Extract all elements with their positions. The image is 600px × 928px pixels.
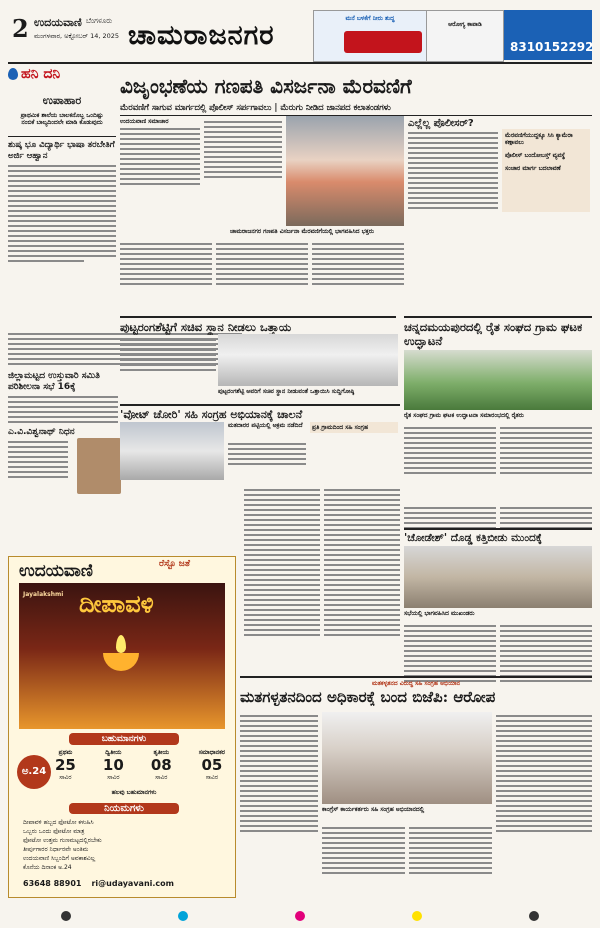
reg-mark-icon xyxy=(412,911,422,921)
date-line: ಮಂಗಳವಾರ, ಅಕ್ಟೋಬರ್ 14, 2025 xyxy=(34,32,120,40)
chenna-headline: ಚನ್ನದಮಯಪುರದಲ್ಲಿ ರೈತ ಸಂಘದ ಗ್ರಾಮ ಘಟಕ ಉದ್ಘಾಟನೆ xyxy=(404,316,592,348)
lead-photo-caption: ಚಾಮರಾಜನಗರ ಗಣಪತಿ ವಿಸರ್ಜನಾ ಮೆರವಣಿಗೆಯಲ್ಲಿ ಭಾಗವಹಿಸಿದ ಭಕ್ತರು xyxy=(230,228,374,235)
ad-rules-title: ನಿಯಮಗಳು xyxy=(69,803,179,814)
bottom-photo xyxy=(322,712,492,804)
bullets-box xyxy=(502,129,590,212)
ad-email[interactable]: ri@udayavani.com xyxy=(91,879,174,888)
story1-headline: ಶುಷ್ಕ ಭೂ ವಿದ್ಯಾರ್ಥಿ ಭಾಷಾ ತರಬೇತಿಗೆ ಅರ್ಜಿ ಆಹ್ವಾನ xyxy=(8,136,116,162)
prize-1-unit: ಸಾವಿರ xyxy=(59,774,72,781)
prize-4 xyxy=(199,749,225,781)
rule-6: ಕೊನೆಯ ದಿನಾಂಕ ಅ.24 xyxy=(23,864,72,871)
prize-3-rank: ತೃತೀಯ xyxy=(153,749,170,756)
story2-headline: ಜಿಲ್ಲಾಮಟ್ಟದ ಉಸ್ತುವಾರಿ ಸಮಿತಿ ಪರಿಶೀಲನಾ ಸಭೆ 16ಕ್ಕೆ xyxy=(8,371,100,392)
ad-bonus: ಹಲವು ಬಹುಮಾನಗಳು xyxy=(111,789,157,796)
brand-honidoni xyxy=(8,66,116,82)
paper-sub: ಬೆಂಗಳೂರು xyxy=(86,17,113,25)
lead-subhead: ಮೆರವಣಿಗೆ ಸಾಗುವ ಮಾರ್ಗದಲ್ಲಿ ಪೊಲೀಸ್ ಸರ್ಪಗಾವಲು | ಮೆರುಗು ನೀಡಿದ ಜಾನಪದ ಕಲಾತಂಡಗಳು xyxy=(120,102,592,116)
bottom-caption: ಕಾಂಗ್ರೆಸ್ ಕಾರ್ಯಕರ್ತರು ಸಹಿ ಸಂಗ್ರಹ ಅಭಿಯಾನದಲ್ಲಿ xyxy=(322,806,425,813)
prize-4-rank: ಸಮಾಧಾನಕರ xyxy=(198,749,225,756)
deepavali-ad xyxy=(8,556,236,898)
rule-3: ಫೋಟೋ ಉತ್ತಮ ಗುಣಮಟ್ಟದಲ್ಲಿರಬೇಕು xyxy=(23,837,102,844)
bullet-2: ಪೊಲೀಸ್ ಬಂದೋಬಸ್ತ್ ವ್ಯವಸ್ಥೆ xyxy=(505,152,566,159)
chodesh-headline: 'ಚೋಡೇಶ್' ದೊಡ್ಡ ಕತ್ತಿಬೀಡು ಮುಂದಕ್ಕೆ xyxy=(404,528,592,545)
bottom-text-col2 xyxy=(496,712,592,835)
ad-title: ದೀಪಾವಳಿ xyxy=(79,589,154,618)
prize-3 xyxy=(151,749,172,781)
reg-mark-icon xyxy=(61,911,71,921)
bottom-text-col1 xyxy=(240,712,318,835)
lead-byline: ಉದಯವಾಣಿ ಸಮಾಚಾರ xyxy=(120,118,169,125)
chodesh-photo xyxy=(404,546,592,608)
vote-highlight: ಪ್ರತಿ ಗ್ರಾಮದಿಂದ ಸಹಿ ಸಂಗ್ರಹ xyxy=(310,422,398,433)
ad-prize-label: ಬಹುಮಾನಗಳು xyxy=(69,733,179,745)
prize-2-unit: ಸಾವಿರ xyxy=(107,774,120,781)
prize-2-rank: ದ್ವಿತೀಯ xyxy=(105,749,122,756)
vote-text-a xyxy=(228,440,306,468)
prize-2 xyxy=(103,749,124,781)
rule-2: ಒಬ್ಬರು ಒಂದು ಫೋಟೋ ಮಾತ್ರ xyxy=(23,828,85,835)
bullet-1: ಮೆರವಣಿಗೆಯುದ್ದಕ್ಕೂ ಸಿಸಿ ಕ್ಯಾಮೆರಾ ಕಣ್ಗಾವಲು xyxy=(505,132,573,146)
lamp-icon xyxy=(103,653,139,671)
prize-1-amount: 25 xyxy=(55,756,76,774)
lead-text-col1 xyxy=(120,118,200,188)
bottom-text-col3 xyxy=(322,824,492,877)
rule-1: ದೀಪಾವಳಿ ಹಬ್ಬದ ಫೋಟೋ ಕಳುಹಿಸಿ xyxy=(23,819,94,826)
top-ad-2 xyxy=(426,10,504,62)
putta-photo xyxy=(218,334,398,386)
lead-lower-text xyxy=(120,240,404,288)
page-number: 2 xyxy=(12,14,29,43)
ad-date-badge: ಅ.24 xyxy=(17,755,51,789)
lead-box-title: ಎಲ್ಲೆಲ್ಲ ಪೊಲೀಸರ್? xyxy=(408,118,474,129)
prize-1 xyxy=(55,749,76,781)
prize-3-amount: 08 xyxy=(150,756,172,774)
reg-mark-icon xyxy=(529,911,539,921)
lead-photo xyxy=(286,116,404,226)
putta-caption: ಪುಟ್ಟರಂಗಶೆಟ್ಟಿ ಅವರಿಗೆ ಸಚಿವ ಸ್ಥಾನ ನೀಡುವಂತೆ ಒತ್ತಾಯಿಸಿ ಸುದ್ದಿಗೋಷ್ಠಿ xyxy=(218,388,355,395)
ad-contact xyxy=(23,879,227,888)
bottom-strap: ಮತಕಳ್ಳತನದ ವಿರುದ್ಧ ಸಹಿ ಸಂಗ್ರಹ ಅಭಿಯಾನ xyxy=(240,676,592,687)
prize-row xyxy=(55,749,225,781)
top-ad-3-phone: 8310152292 xyxy=(510,40,594,54)
putta-text xyxy=(120,336,216,374)
ad-tagline: ರೆಸ್ಟೊ ಜತೆ xyxy=(159,559,190,569)
obituary-photo xyxy=(77,438,121,494)
ad-rules xyxy=(23,819,227,871)
top-ad-1-banner xyxy=(344,31,422,53)
upahara-title: ಉಪಾಹಾರ xyxy=(42,94,82,107)
lead-headline: ವಿಜೃಂಭಣೆಯ ಗಣಪತಿ ವಿಸರ್ಜನಾ ಮೆರವಣಿಗೆ xyxy=(120,74,412,98)
story1-body xyxy=(8,165,116,262)
vote-text-b xyxy=(244,486,400,639)
upahara-poem: ಪ್ರಾಥಮಿಕ ಶಾಲೆಯ ಬಾಲಕನೊಬ್ಬ ಒಂದಿಷ್ಟು ನಂಬಿಕೆ ಬಾಲ್ಯದಿಂದಲೇ ಮಾಡಿ ಕೊಡುವುದು xyxy=(20,112,104,126)
prize-3-unit: ಸಾವಿರ xyxy=(155,774,168,781)
vote-photo xyxy=(120,422,224,480)
prize-1-rank: ಪ್ರಥಮ xyxy=(58,749,73,756)
ad-brand: ಉದಯವಾಣಿ xyxy=(19,561,93,581)
top-ad-1-text: ಮನೆ ಬಳಕೆಗೆ ನೀರು ಶುದ್ಧ xyxy=(345,15,395,22)
chodesh-caption: ಸಭೆಯಲ್ಲಿ ಭಾಗವಹಿಸಿದ ಮುಖಂಡರು xyxy=(404,610,475,617)
chenna-photo xyxy=(404,350,592,410)
top-ad-3 xyxy=(504,10,592,60)
vote-pull-quote: ಮತದಾರರ ಪಟ್ಟಿಯಲ್ಲಿ ಅಕ್ರಮ ನಡೆದಿದೆ xyxy=(228,422,303,429)
lead-sidebar-box xyxy=(408,118,592,312)
chenna-text xyxy=(404,424,592,477)
reg-mark-icon xyxy=(295,911,305,921)
bullet-3: ಸಂಚಾರ ಮಾರ್ಗ ಬದಲಾವಣೆ xyxy=(505,165,561,172)
district-banner: ಚಾಮರಾಜನಗರ xyxy=(128,20,275,51)
obituary-headline: ಎ.ವಿ.ವಿಶ್ವನಾಥ್ ನಿಧನ xyxy=(8,427,75,437)
prize-4-amount: 05 xyxy=(201,756,223,774)
paper-name: ಉದಯವಾಣಿ xyxy=(34,16,82,29)
top-ad-2-text: ಆರೋಗ್ಯ ಕಾಪಾಡಿ xyxy=(448,21,482,28)
bottom-headline: ಮತಗಳ್ಳತನದಿಂದ ಅಧಿಕಾರಕ್ಕೆ ಬಂದ ಬಿಜೆಪಿ: ಆರೋಪ xyxy=(240,688,496,706)
lead-text-col2 xyxy=(204,118,282,181)
flame-icon xyxy=(116,635,126,653)
putta-headline: ಪುಟ್ಟರಂಗಶೆಟ್ಟಿಗೆ ಸಚಿವ ಸ್ಥಾನ ನೀಡಲು ಒತ್ತಾಯ xyxy=(120,316,396,335)
ad-banner xyxy=(19,583,225,729)
prize-4-unit: ಸಾವಿರ xyxy=(205,774,219,781)
vote-headline: 'ವೋಟ್ ಚೋರಿ' ಸಹಿ ಸಂಗ್ರಹ ಅಭಿಯಾನಕ್ಕೆ ಚಾಲನೆ xyxy=(120,404,400,422)
top-ad-1 xyxy=(313,10,427,62)
reg-mark-icon xyxy=(178,911,188,921)
ad-phone[interactable]: 63648 88901 xyxy=(23,879,82,888)
prize-2-amount: 10 xyxy=(102,756,124,774)
chenna-caption: ರೈತ ಸಂಘದ ಗ್ರಾಮ ಘಟಕ ಉದ್ಘಾಟನಾ ಸಮಾರಂಭದಲ್ಲಿ ರೈತರು xyxy=(404,412,524,419)
drop-icon xyxy=(8,68,18,80)
rule-5: ಉದಯವಾಣಿ ಸಿಬ್ಬಂದಿಗೆ ಅವಕಾಶವಿಲ್ಲ xyxy=(23,855,96,862)
masthead xyxy=(8,6,592,64)
ad-sponsor: Jayalakshmi xyxy=(23,591,64,598)
brand-name: ಹನಿ ದನಿ xyxy=(21,66,61,82)
print-marks xyxy=(8,910,592,922)
rule-4: ತೀರ್ಪುಗಾರರ ನಿರ್ಧಾರವೇ ಅಂತಿಮ xyxy=(23,846,89,853)
